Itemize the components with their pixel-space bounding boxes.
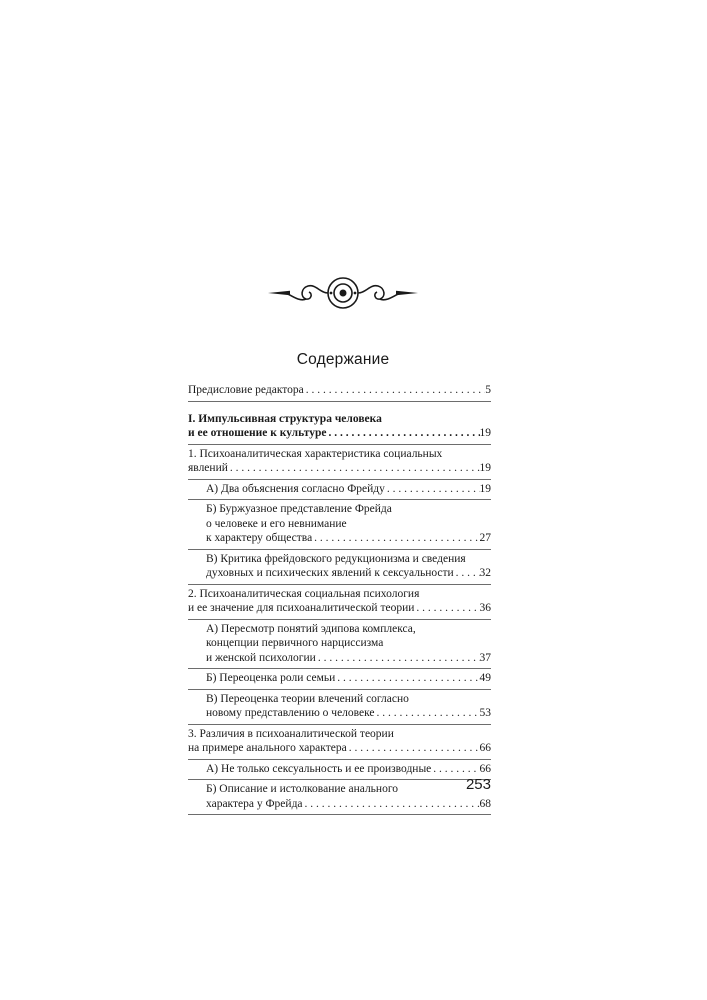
dot-leader	[414, 601, 479, 616]
toc-entry-text: Предисловие редактора	[188, 384, 304, 396]
toc-entry-text: характера у Фрейда	[206, 797, 303, 810]
toc-entry[interactable]	[188, 480, 491, 501]
toc-entry-line: В) Переоценка теории влечений согласно	[206, 692, 409, 705]
toc-entry-line: концепции первичного нарциссизма	[206, 637, 384, 649]
toc-entry-text: и ее отношение к культуре	[188, 427, 327, 439]
toc-entry-text: явлений	[188, 462, 228, 474]
toc-entry-page: 27	[479, 532, 491, 544]
toc-entry-last-line	[206, 531, 491, 546]
toc-entry-page: 66	[479, 762, 491, 775]
toc-entry-last-line	[188, 741, 491, 756]
toc-entry[interactable]	[188, 690, 491, 725]
toc-entry-text: на примере анального характера	[188, 742, 347, 754]
dot-leader	[335, 671, 479, 686]
toc-entry-page: 19	[479, 462, 491, 474]
toc-entry-page: 19	[479, 482, 491, 495]
toc-entry-page: 36	[479, 602, 491, 614]
toc-entry-last-line	[188, 461, 491, 476]
dot-leader	[228, 461, 480, 476]
toc-entry-line: Б) Описание и истолкование анального	[206, 783, 399, 795]
toc-entry[interactable]	[188, 410, 491, 445]
toc-entry-line: А) Пересмотр понятий эдипова комплекса,	[206, 622, 416, 635]
toc-entry-line: 3. Различия в психоаналитической теории	[188, 727, 394, 740]
toc-entry-line: 2. Психоаналитическая социальная психология	[188, 587, 420, 600]
toc-entry-text: и женской психологии	[206, 651, 316, 664]
toc-entry-last-line	[206, 566, 491, 581]
toc-entry-last-line	[206, 482, 491, 497]
toc-entry-line: В) Критика фрейдовского редукционизма и сведения	[206, 552, 466, 565]
toc-entry-page: 19	[479, 427, 491, 439]
toc-entry-page: 53	[479, 707, 491, 719]
toc-entry-last-line	[188, 601, 491, 616]
toc-entry-text: духовных и психических явлений к сексуальности	[206, 567, 454, 579]
toc-entry-text: и ее значение для психоаналитической теории	[188, 602, 415, 614]
toc-entry-page: 49	[479, 672, 491, 684]
dot-leader	[303, 797, 480, 812]
toc-entry-page: 5	[485, 384, 491, 396]
toc-entry[interactable]	[188, 585, 491, 620]
toc-entry-page: 68	[479, 797, 491, 810]
toc-entry[interactable]	[188, 725, 491, 760]
toc-entry-last-line	[206, 762, 491, 777]
toc-entry[interactable]	[188, 550, 491, 585]
toc-entry-last-line	[206, 671, 491, 686]
toc-entry[interactable]	[188, 445, 491, 480]
toc-entry[interactable]	[188, 669, 491, 690]
toc-entry-page: 66	[479, 742, 491, 754]
toc-entry-last-line	[206, 706, 491, 721]
toc-entry[interactable]	[188, 381, 491, 402]
toc-entry[interactable]	[188, 500, 491, 550]
dot-leader	[312, 531, 479, 546]
toc-entry-last-line	[188, 426, 491, 441]
dot-leader	[316, 651, 480, 666]
toc-entry[interactable]	[188, 620, 491, 670]
dot-leader	[431, 762, 479, 777]
dot-leader	[385, 482, 480, 497]
page-number: 253	[465, 776, 491, 793]
toc-entry-text: к характеру общества	[206, 532, 313, 544]
toc-entry-text: А) Не только сексуальность и ее производные	[206, 762, 432, 775]
toc-entry-text: новому представлению о человеке	[206, 707, 375, 719]
contents-title: Содержание	[296, 351, 390, 368]
toc-entry-last-line	[188, 383, 491, 398]
toc-entry-line: I. Импульсивная структура человека	[188, 412, 382, 425]
dot-leader	[327, 426, 480, 441]
toc-entry-text: Б) Переоценка роли семьи	[206, 672, 336, 684]
toc-entry-text: А) Два объяснения согласно Фрейду	[206, 482, 385, 495]
toc-entry-last-line	[206, 797, 491, 812]
toc-entry-page: 32	[479, 567, 491, 579]
toc-entry-line: о человеке и его невнимание	[206, 517, 347, 530]
dot-leader	[347, 741, 480, 756]
toc-entry-last-line	[206, 651, 491, 666]
dot-leader	[375, 706, 480, 721]
toc-entry-line: Б) Буржуазное представление Фрейда	[206, 503, 392, 515]
toc-entry-page: 37	[479, 651, 491, 664]
dot-leader	[454, 566, 480, 581]
toc-entry-line: 1. Психоаналитическая характеристика социальных	[188, 447, 443, 460]
swirl-ornament-icon	[268, 272, 418, 314]
dot-leader	[304, 383, 486, 398]
table-of-contents	[188, 381, 491, 815]
